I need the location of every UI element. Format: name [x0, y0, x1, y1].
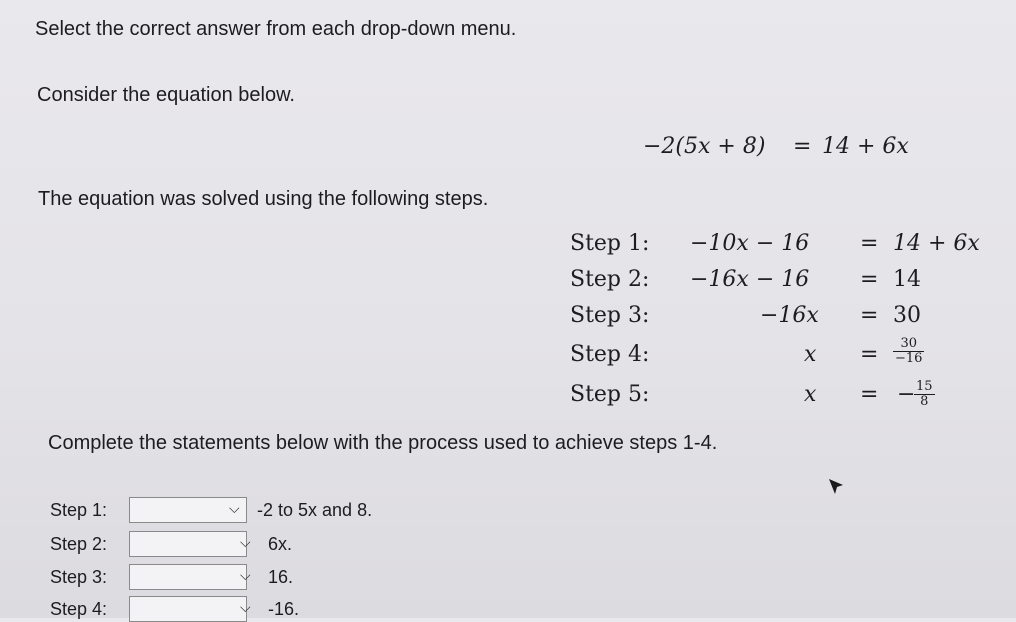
consider-text: Consider the equation below. — [37, 84, 295, 106]
step-rhs: 30 — [893, 303, 921, 328]
step4-dropdown[interactable] — [129, 596, 247, 622]
fraction-denominator: −16 — [895, 351, 923, 366]
step-equals: = — [860, 231, 879, 256]
step-equals: = — [860, 303, 879, 328]
step-lhs: −16x — [760, 303, 819, 328]
mouse-cursor-icon — [827, 478, 845, 498]
fraction-numerator: 15 — [916, 379, 933, 394]
statement-label: Step 3: — [50, 567, 108, 587]
step-rhs: 14 + 6x — [893, 231, 980, 256]
statement-suffix: 16. — [268, 567, 294, 587]
step-lhs: x — [804, 382, 817, 407]
step-label: Step 2: — [570, 267, 650, 292]
main-equation-lhs: −2(5x + 8) — [643, 134, 766, 159]
main-equation-rhs: 14 + 6x — [822, 134, 909, 159]
statement-suffix: -2 to 5x and 8. — [257, 500, 373, 520]
chevron-down-icon[interactable]: ⌵ — [240, 599, 251, 615]
statement-suffix: -16. — [268, 599, 300, 619]
step-label: Step 1: — [570, 231, 650, 256]
step-lhs: x — [804, 342, 817, 367]
fraction-sign: − — [897, 382, 916, 407]
step2-dropdown[interactable] — [129, 531, 247, 557]
step-equals: = — [860, 382, 879, 407]
solved-text: The equation was solved using the following steps. — [38, 188, 489, 210]
main-equation-equals: = — [793, 134, 812, 159]
statement-label: Step 2: — [50, 534, 108, 554]
step-rhs-fraction — [914, 380, 935, 409]
step-label: Step 4: — [570, 342, 650, 367]
step-label: Step 5: — [570, 382, 650, 407]
step-lhs: −10x − 16 — [690, 231, 810, 256]
step-lhs: −16x − 16 — [690, 267, 810, 292]
fraction-denominator: 8 — [920, 394, 929, 409]
statement-suffix: 6x. — [268, 534, 293, 554]
complete-text: Complete the statements below with the process used to achieve steps 1-4. — [48, 432, 718, 454]
step-equals: = — [860, 342, 879, 367]
chevron-down-icon[interactable]: ⌵ — [229, 500, 240, 516]
chevron-down-icon[interactable]: ⌵ — [240, 567, 251, 583]
step3-dropdown[interactable] — [129, 564, 247, 590]
step-rhs-fraction — [893, 337, 924, 366]
statement-label: Step 1: — [50, 500, 108, 520]
fraction-numerator: 30 — [893, 337, 924, 352]
step-equals: = — [860, 267, 879, 292]
step-label: Step 3: — [570, 303, 650, 328]
instruction-text: Select the correct answer from each drop-down menu. — [35, 18, 517, 40]
step-rhs: 14 — [893, 267, 921, 292]
chevron-down-icon[interactable]: ⌵ — [240, 534, 251, 550]
statement-label: Step 4: — [50, 599, 108, 619]
